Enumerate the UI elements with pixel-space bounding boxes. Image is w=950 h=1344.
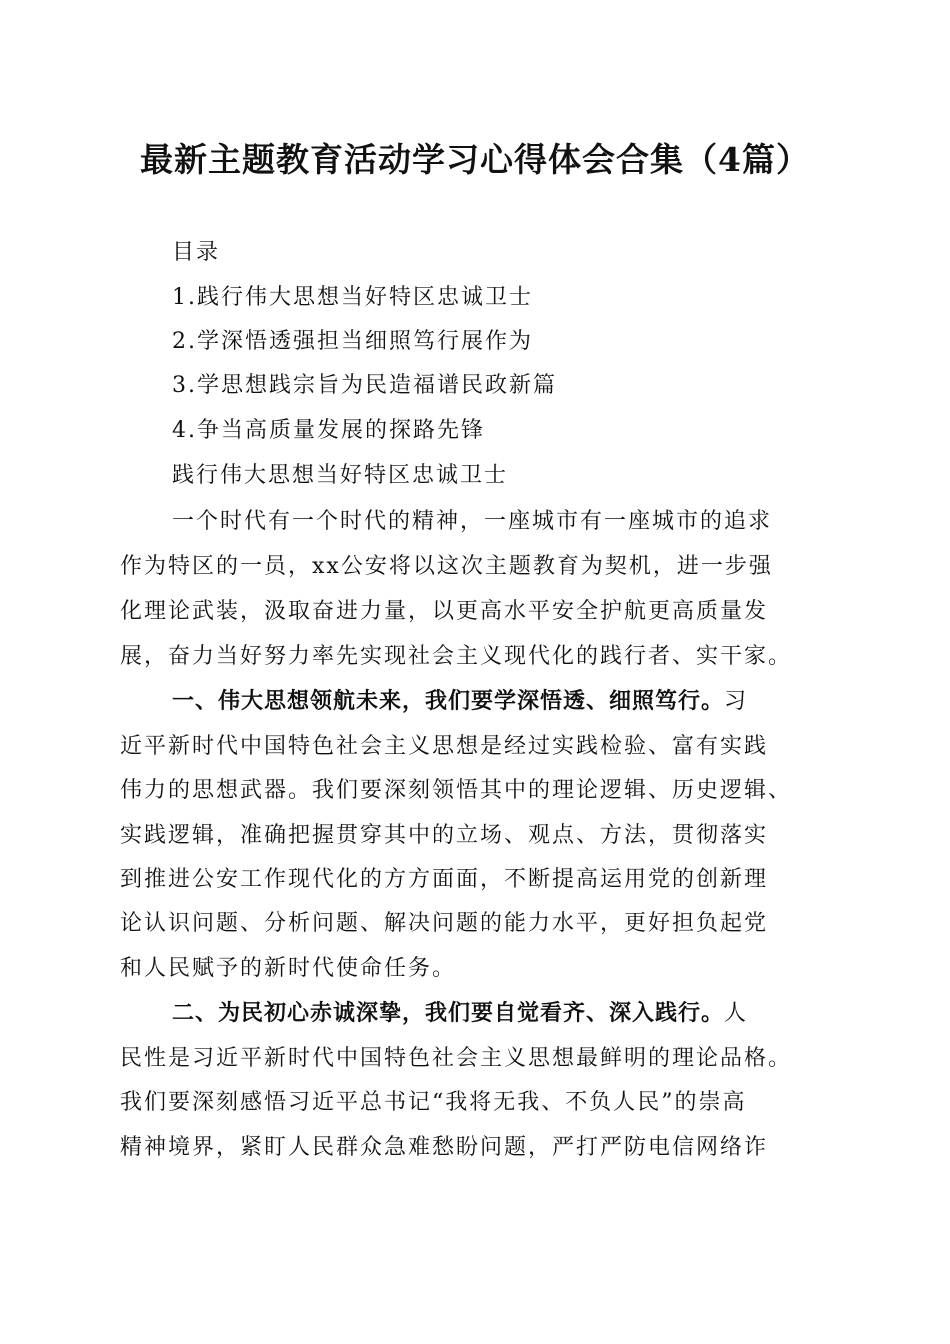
intro-line-3: 化理论武装，汲取奋进力量，以更高水平安全护航更高质量发 (120, 599, 769, 624)
section2-line-2: 我们要深刻感悟习近平总书记“我将无我、不负人民”的崇高 (120, 1090, 747, 1115)
section1-heading: 一、伟大思想领航未来，我们要学深悟透、细照笃行。 (172, 689, 725, 714)
section1-line-5: 论认识问题、分析问题、解决问题的能力水平，更好担负起党 (120, 911, 769, 936)
section2-line-1: 民性是习近平新时代中国特色社会主义思想最鲜明的理论品格。 (120, 1046, 793, 1071)
section1-first-line (172, 687, 748, 717)
intro-line-1: 一个时代有一个时代的精神，一座城市有一座城市的追求 (172, 509, 773, 534)
toc-item-1: 1.践行伟大思想当好特区忠诚卫士 (172, 285, 533, 310)
toc-item-4: 4.争当高质量发展的探路先锋 (172, 418, 485, 443)
section2-line-3: 精神境界，紧盯人民群众急难愁盼问题，严打严防电信网络诈 (120, 1135, 769, 1160)
section1-line-3: 实践逻辑，准确把握贯穿其中的立场、观点、方法，贯彻落实 (120, 823, 769, 848)
intro-line-4: 展，奋力当好努力率先实现社会主义现代化的践行者、实干家。 (120, 644, 793, 669)
toc-heading: 目录 (172, 240, 221, 265)
article-title: 践行伟大思想当好特区忠诚卫士 (172, 463, 509, 488)
section1-line-6: 和人民赋予的新时代使命任务。 (120, 956, 457, 981)
section1-line-2: 伟力的思想武器。我们要深刻领悟其中的理论逻辑、历史逻辑、 (120, 778, 793, 803)
section2-first-tail: 人 (724, 1001, 749, 1026)
section1-line-4: 到推进公安工作现代化的方方面面，不断提高运用党的创新理 (120, 867, 769, 892)
section1-first-tail: 习 (724, 689, 749, 714)
toc-item-3: 3.学思想践宗旨为民造福谱民政新篇 (172, 373, 557, 398)
intro-line-2: 作为特区的一员，xx公安将以这次主题教育为契机，进一步强 (120, 554, 773, 579)
section2-first-line (172, 999, 748, 1029)
toc-item-2: 2.学深悟透强担当细照笃行展作为 (172, 329, 533, 354)
section1-line-1: 近平新时代中国特色社会主义思想是经过实践检验、富有实践 (120, 734, 769, 759)
document-title: 最新主题教育活动学习心得体会合集（4篇） (140, 140, 810, 179)
section2-heading: 二、为民初心赤诚深挚，我们要自觉看齐、深入践行。 (172, 1001, 725, 1026)
